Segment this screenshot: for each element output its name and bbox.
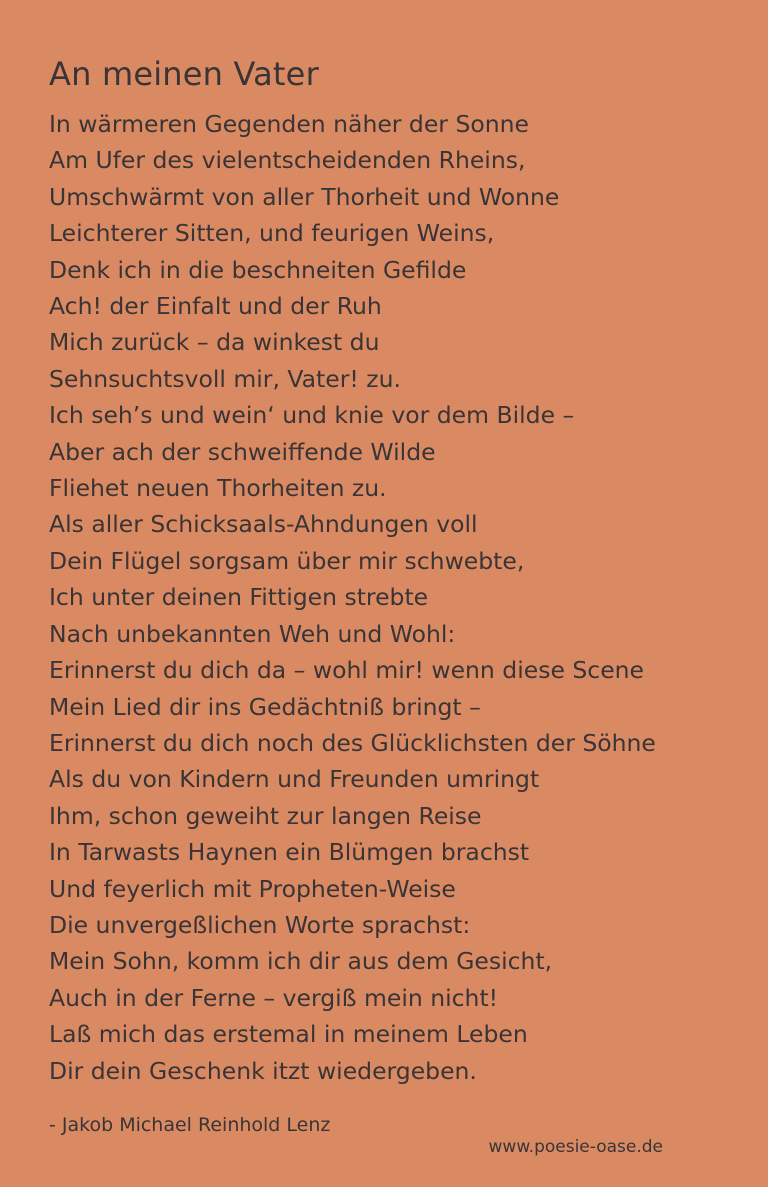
website-url: www.poesie-oase.de [488,1137,663,1157]
poem-line: Nach unbekannten Weh und Wohl: [49,619,456,648]
poem-line: Erinnerst du dich noch des Glücklichsten der Söhne [49,728,656,757]
poem-line: In wärmeren Gegenden näher der Sonne [49,110,529,138]
poem-line: Laß mich das erstemal in meinem Leben [49,1020,528,1049]
poem-body [49,106,656,1089]
poem-line: Die unvergeßlichen Worte sprachst: [49,910,471,939]
poem-line: Mein Lied dir ins Gedächtniß bringt – [49,692,481,721]
poem-line: Dir dein Geschenk itzt wiedergeben. [49,1056,477,1085]
poem-line: Auch in der Ferne – vergiß mein nicht! [49,983,499,1012]
poem-line: Ich unter deinen Fittigen strebte [49,583,429,612]
poem-line: Und feyerlich mit Propheten-Weise [49,874,456,903]
poem-line: Ach! der Einfalt und der Ruh [49,292,382,321]
poem-line: Denk ich in die beschneiten Gefilde [49,255,467,284]
poem-line: Dein Flügel sorgsam über mir schwebte, [49,546,525,575]
poem-title: An meinen Vater [49,55,319,93]
poem-line: Erinnerst du dich da – wohl mir! wenn diese Scene [49,656,645,685]
poem-line: In Tarwasts Haynen ein Blümgen brachst [49,838,530,867]
poem-line: Am Ufer des vielentscheidenden Rheins, [49,146,526,175]
poem-line: Ihm, schon geweiht zur langen Reise [49,801,482,830]
poem-line: Mein Sohn, komm ich dir aus dem Gesicht, [49,947,553,976]
poem-line: Mich zurück – da winkest du [49,328,380,357]
poem-line: Aber ach der schweiffende Wilde [49,437,436,466]
poem-line: Umschwärmt von aller Thorheit und Wonne [49,182,560,211]
poem-line: Fliehet neuen Thorheiten zu. [49,474,387,503]
poem-line: Leichterer Sitten, und feurigen Weins, [49,219,495,248]
poem-line: Ich seh’s und wein‘ und knie vor dem Bilde – [49,401,575,430]
poem-line: Als aller Schicksaals-Ahndungen voll [49,510,478,539]
poem-author: - Jakob Michael Reinhold Lenz [49,1114,331,1136]
poem-line: Als du von Kindern und Freunden umringt [49,765,540,794]
poem-line: Sehnsuchtsvoll mir, Vater! zu. [49,364,401,393]
